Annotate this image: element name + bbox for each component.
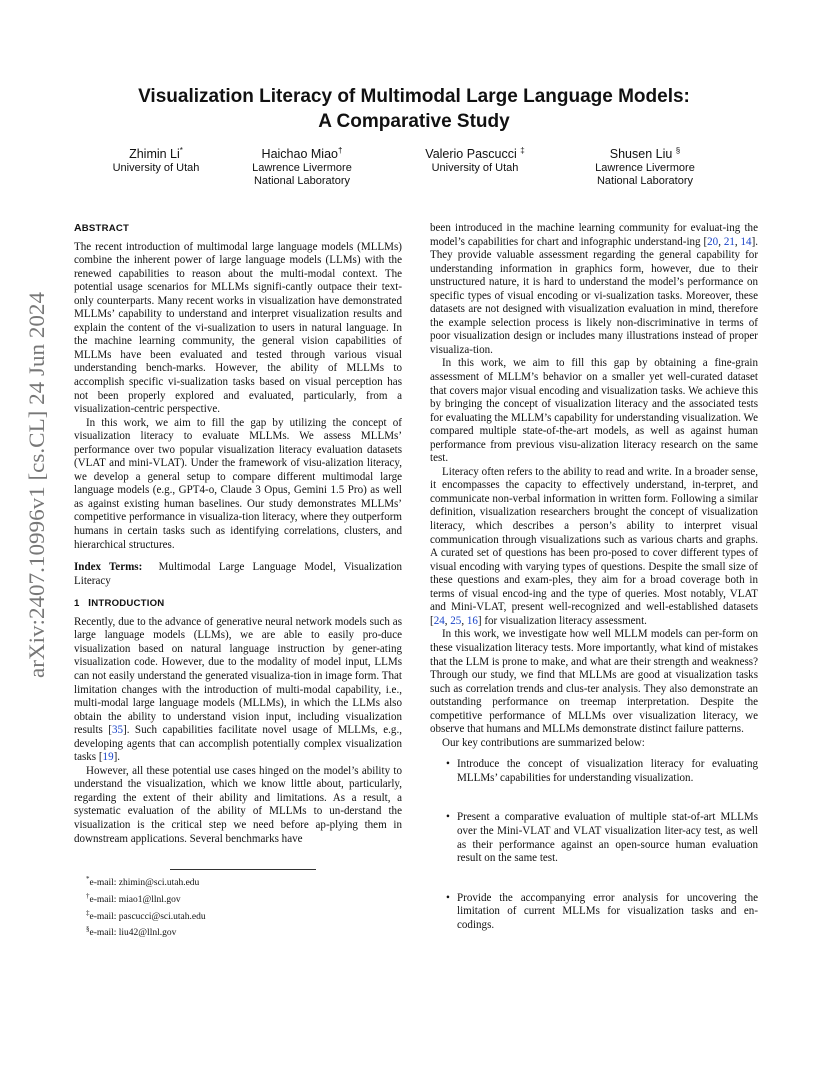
intro-paragraph-7: Our key contributions are summarized below: xyxy=(442,736,645,749)
author-block-2 xyxy=(244,143,360,188)
citation-link[interactable]: 21 xyxy=(723,235,735,248)
intro-paragraph-5: Literacy often refers to the ability to read and write. In a broader sense, it encompasses the capacity to effectively understand, in-terpret, and communicate non-verbal information in written form. Following a similar definition, visualization researchers brought the concept of visualization literacy, which describes a person’s ability to interpret visual communication through visualizations such as various charts and graphs. A curated set of questions has been pro-posed to cover different types of visual encoding with varying types of questions. Despite the small size of these questions and exam-ples, they aim for a broad coverage both in terms of visual encod-ing and the type of queries. Most notably, VLAT and Mini-VLAT, present well-recognized and well-established datasets [24, 25, 16] for visualization literacy assessment. xyxy=(430,465,758,627)
arxiv-stamp-text: arXiv:2407.10996v1 [cs.CL] 24 Jun 2024 xyxy=(24,310,49,678)
author-name: Shusen Liu § xyxy=(609,146,681,162)
title-line-2: A Comparative Study xyxy=(318,111,510,132)
index-terms xyxy=(74,561,402,588)
left-column xyxy=(74,222,402,846)
author-affiliation: University of Utah xyxy=(112,162,200,175)
author-name: Zhimin Li* xyxy=(129,146,183,162)
contributions-list xyxy=(430,758,758,932)
intro-paragraph-6: In this work, we investigate how well MLLM models can per-form on these visualization literacy tests. More importantly, what kind of mistakes that the LLM is prone to make, and what are their strength and weakness? Through our study, we find that MLLMs are good at visualization tasks such as correlation trends and clus-ter analysis. They also demonstrate an outstanding performance on treemap interpretation. Despite the competitive performance of MLLMs over visualization literacy, we observe that humans and MLLMs demonstrate distinct failure patterns. xyxy=(430,628,758,736)
list-item: • Present a comparative evaluation of multiple stat-of-art MLLMs over the Mini-VLAT and VLAT visualization liter-acy test, as well as their performance against an open-source human evaluation result on the same test. xyxy=(430,811,758,865)
intro-paragraph-4: In this work, we aim to fill this gap by obtaining a fine-grain assessment of MLLM’s behavior on a smaller yet well-curated dataset that covers major visual encoding and visualization tasks. We achieve this by bringing the concept of visualization literacy and the associated tests for evaluating the MLLM’s capability for understanding visualization. We compared multiple state-of-the-art models, as well as against human performance from previous visu-alization literacy research on the same test. xyxy=(430,357,758,465)
index-terms-label: Index Terms: xyxy=(74,561,143,574)
author-block-4 xyxy=(586,143,704,188)
index-terms-text: Multimodal Large Language Model, Visualization Literacy xyxy=(74,561,402,587)
author-affiliation: University of Utah xyxy=(431,162,519,175)
citation-link[interactable]: 14 xyxy=(740,235,752,248)
citation-link[interactable]: 24 xyxy=(433,614,445,627)
footnote-email: *e-mail: zhimin@sci.utah.edu xyxy=(86,875,200,889)
arxiv-identifier-stamp xyxy=(22,290,52,680)
author-affiliation: Lawrence Livermore xyxy=(252,162,352,175)
author-affiliation-2: National Laboratory xyxy=(596,175,693,188)
title-line-1: Visualization Literacy of Multimodal Large Language Models: xyxy=(138,86,690,107)
introduction-heading: 1 INTRODUCTION xyxy=(74,597,165,610)
citation-link[interactable]: 35 xyxy=(111,724,124,737)
author-name: Valerio Pascucci ‡ xyxy=(425,146,525,162)
author-block-3 xyxy=(416,143,534,175)
intro-paragraph-3: been introduced in the machine learning community for evaluat-ing the model’s capabilities for chart and infographic understand-ing [20, 21, 14]. They provide valuable assessment regarding the general capability for understanding information in graphics form, however, due to their unstructured nature, it is hard to understand the model’s performance on specific types of visual encoding or vi-sualization tasks. Moreover, these datasets are not designed with visualization evaluation in mind, therefore the example selection process is likely non-discriminative in terms of poor visualization design or includes many illustrations instead of proper visualiza-tion. xyxy=(430,222,759,356)
citation-link[interactable]: 19 xyxy=(102,751,114,764)
citation-link[interactable]: 20 xyxy=(707,235,719,248)
right-column xyxy=(430,222,758,958)
footnote-email: ‡e-mail: pascucci@sci.utah.edu xyxy=(86,908,206,922)
abstract-heading: ABSTRACT xyxy=(74,222,130,234)
intro-paragraph-1: Recently, due to the advance of generative neural network models such as large language models (LLMs), we are able to easily pro-duce visualization based on natural language instruction by gener-ating visualization code. However, due to the modality of model input, LLMs can not easily understand the generated visualiza-tion in image form. That limitation changes with the introduction of multi-modal capability, i.e., multi-modal large language models (MLLMs), in which the LLMs also obtain the ability to understand vision input, including visualization results [35]. Such capabilities facilitate novel usage of MLLMs, e.g., developing agents that can accomplish potentially complex visualization tasks [19]. xyxy=(74,615,402,764)
abstract-paragraph-1: The recent introduction of multimodal large language models (MLLMs) combine the inherent power of large language models (LLMs) with the renewed capabilities to reason about the multi-modal context. The potential usage scenarios for MLLMs signifi-cantly outpace their text-only counterparts. Many recent works in visualization have demonstrated MLLMs’ capability to understand and interpret visualization results and explain the content of the vi-sualization to users in natural language. In the machine learning community, the general vision capabilities of MLLMs have been evaluated and tested through various visual understanding bench-marks. However, the ability of MLLMs to accomplish specific vi-sualization tasks based on visual perception has not been properly explored and evaluated, particularly, from a visualization-centric perspective. xyxy=(74,240,402,416)
list-item: • Introduce the concept of visualization literacy for evaluating MLLMs’ capabilities for understanding visualization. xyxy=(430,758,758,785)
citation-link[interactable]: 16 xyxy=(466,614,478,627)
footnote-email: †e-mail: miao1@llnl.gov xyxy=(86,891,181,905)
author-affiliation: Lawrence Livermore xyxy=(595,162,695,175)
intro-paragraph-2: However, all these potential use cases hinged on the model’s ability to understand the visualization, which we know little about, particularly, regarding the extent of their ability and limitations. As a result, a systematic evaluation of the ability of MLLMs to un-derstand the visualization is the critical step we need before ap-plying them in downstream applications. Several benchmarks have xyxy=(74,764,402,845)
author-name: Haichao Miao† xyxy=(261,146,343,162)
footnotes xyxy=(86,873,206,940)
list-item: • Provide the accompanying error analysis for uncovering the limitation of current MLLMs for visualization tasks and en-codings. xyxy=(430,892,758,933)
author-block-1 xyxy=(100,143,212,175)
author-affiliation-2: National Laboratory xyxy=(253,175,350,188)
footnote-divider xyxy=(170,869,316,870)
citation-link[interactable]: 25 xyxy=(450,614,462,627)
abstract-paragraph-2: In this work, we aim to fill the gap by utilizing the concept of visualization literacy to evaluate MLLMs. We assess MLLMs’ performance over two popular visualization literacy evaluation datasets (VLAT and mini-VLAT). Under the framework of visu-alization literacy, we develop a general setup to compare different multimodal large language models (e.g., GPT4-o, Claude 3 Opus, Gemini 1.5 Pro) as well as against existing human baselines. Our study demonstrates MLLMs’ competitive performance in visualiza-tion literacy, where they outperform humans in certain tasks such as identifying correlations, clusters, and hierarchical structures. xyxy=(74,416,402,551)
paper-title xyxy=(90,84,738,134)
footnote-email: §e-mail: liu42@llnl.gov xyxy=(86,925,177,939)
